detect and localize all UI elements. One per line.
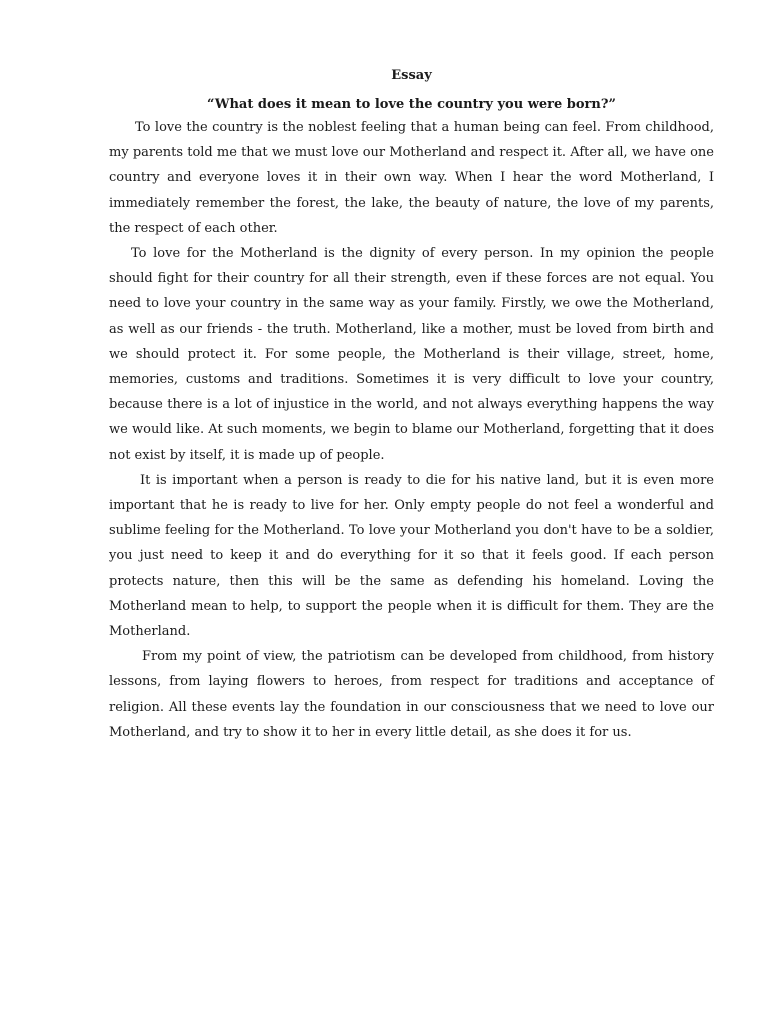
document-subtitle: “What does it mean to love the country you were born?” (207, 97, 616, 112)
paragraph-4: From my point of view, the patriotism can be developed from childhood, from history lessons, from laying flowers to heroes, from respect for traditions and acceptance of religion. All these events lay the foundation in our consciousness that we need to love our Motherland, and try to show it to her in every little detail, as she does it for us. (109, 649, 714, 740)
paragraph-2: To love for the Motherland is the dignity of every person. In my opinion the people should fight for their country for all their strength, even if these forces are not equal. You need to love your country in the same way as your family. Firstly, we owe the Motherland, as well as our friends - the truth. Motherland, like a mother, must be loved from birth and we should protect it. For some people, the Motherland is their village, street, home, memories, customs and traditions. Sometimes it is very difficult to love your country, because there is a lot of injustice in the world, and not always everything happens the way we would like. At such moments, we begin to blame our Motherland, forgetting that it does not exist by itself, it is made up of people. (109, 246, 714, 463)
paragraph-3: It is important when a person is ready to die for his native land, but it is even more important that he is ready to live for her. Only empty people do not feel a wonderful and sublime feeling for the Motherland. To love your Motherland you don't have to be a soldier, you just need to keep it and do everything for it so that it feels good. If each person protects nature, then this will be the same as defending his homeland. Loving the Motherland mean to help, to support the people when it is difficult for them. They are the Motherland. (109, 472, 714, 640)
document-title: Essay (391, 68, 432, 83)
paragraph-1: To love the country is the noblest feeling that a human being can feel. From childhood, my parents told me that we must love our Motherland and respect it. After all, we have one country and everyone loves it in their own way. When I hear the word Motherland, I immediately remember the forest, the lake, the beauty of nature, the love of my parents, the respect of each other. (109, 120, 714, 236)
essay-page (109, 66, 714, 745)
